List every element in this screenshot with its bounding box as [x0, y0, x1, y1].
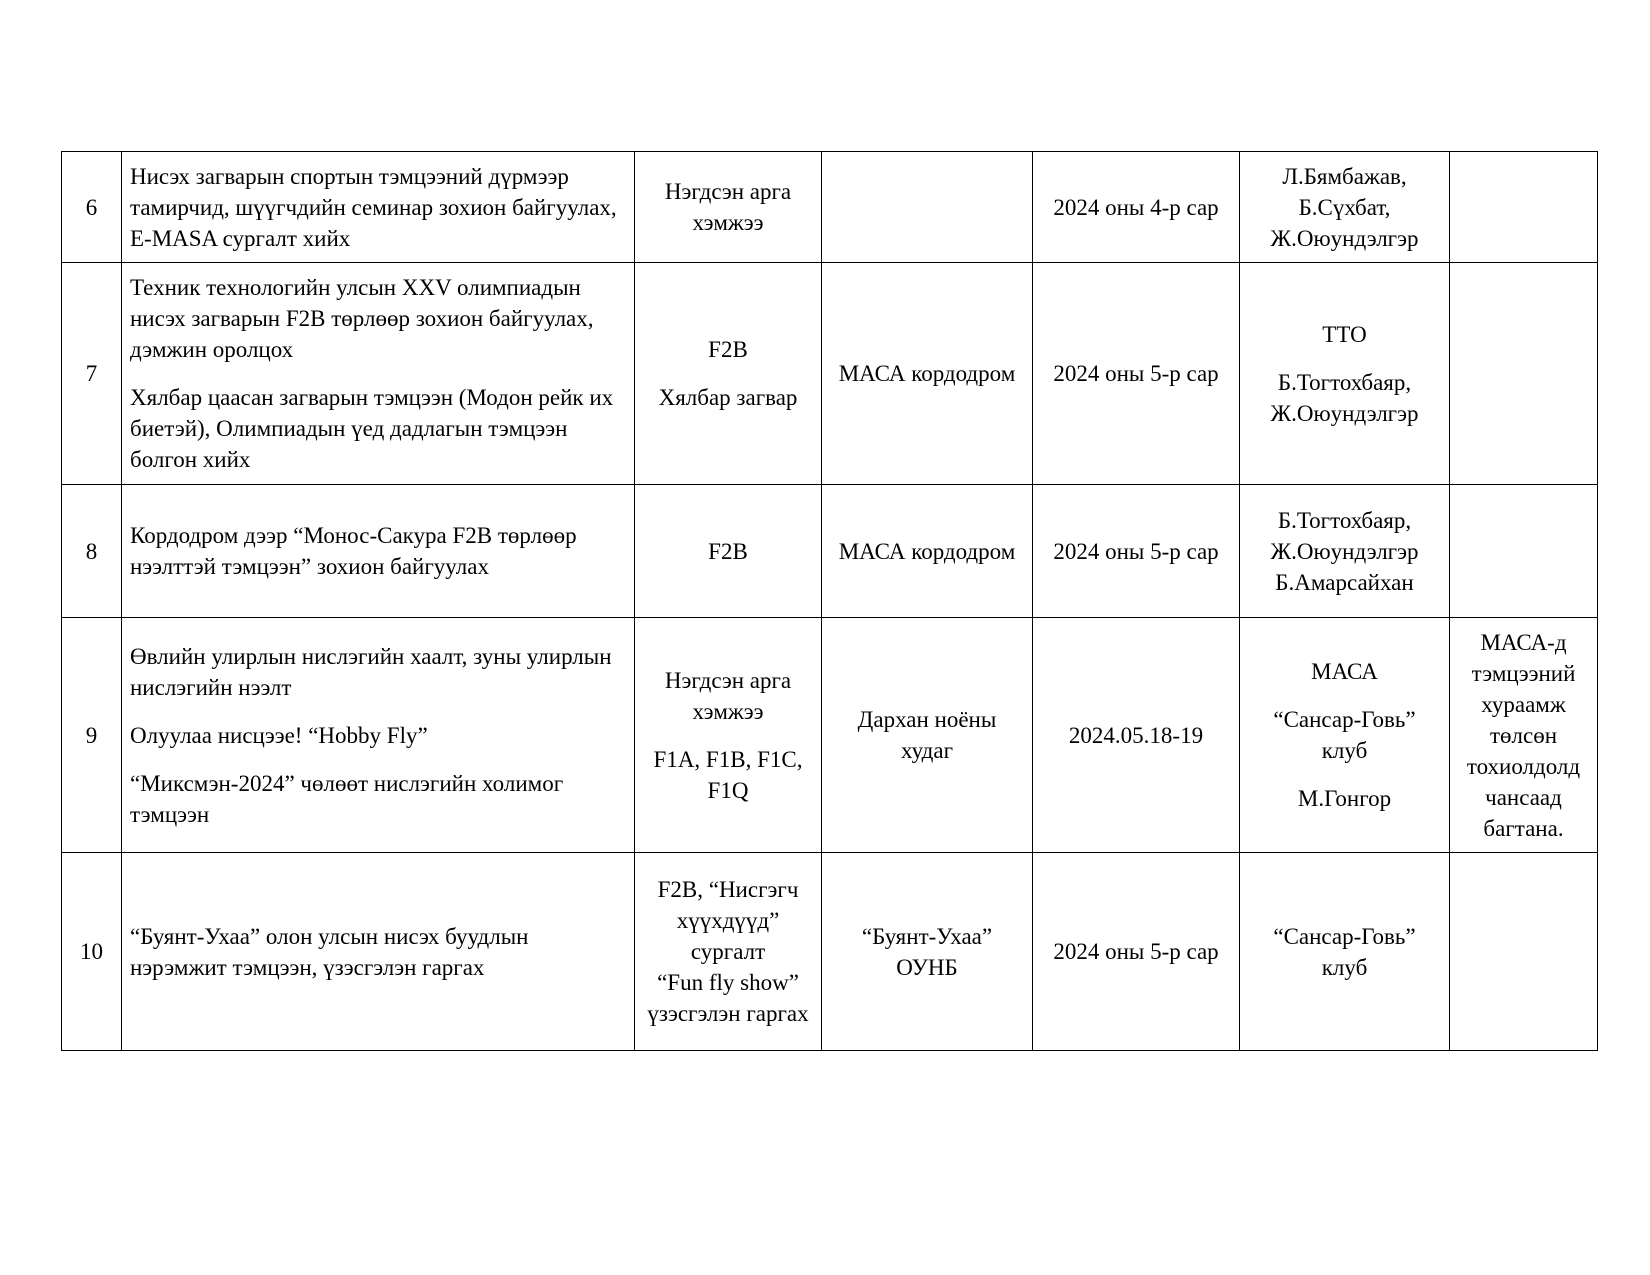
note-cell [1450, 263, 1598, 485]
table-row [62, 152, 1598, 263]
note-text: МАСА-д тэмцээний хураамж төлсөн тохиолдолд чансаад багтана. [1466, 629, 1581, 841]
event-type-text: F2B [708, 337, 748, 362]
organizer-text: “Сансар-Говь” клуб [1273, 707, 1416, 763]
description-text: “Буянт-Ухаа” олон улсын нисэх буудлын нэрэмжит тэмцээн, үзэсгэлэн гаргах [130, 923, 529, 980]
description-cell [122, 618, 635, 853]
event-type-cell [635, 618, 822, 853]
event-type-text: Нэгдсэн арга хэмжээ [664, 667, 792, 724]
organizer-cell [1240, 263, 1450, 485]
event-type-cell [635, 263, 822, 485]
description-text: Кордодром дээр “Монос-Сакура F2B төрлөөр нээлттэй тэмцээн” зохион байгуулах [130, 523, 577, 579]
event-type-text: “Fun fly show” үзэсгэлэн гаргах [647, 970, 809, 1026]
organizer-text: Л.Бямбажав, [1282, 163, 1407, 189]
organizer-text: МАСА [1311, 659, 1378, 684]
venue-text: МАСА кордодром [838, 538, 1016, 564]
event-type-text: F2B [708, 538, 748, 564]
description-cell [122, 485, 635, 618]
organizer-cell [1240, 618, 1450, 853]
schedule-table [61, 151, 1598, 1051]
organizer-text: Б.Амарсайхан [1275, 569, 1414, 595]
venue-cell [822, 485, 1033, 618]
event-type-text: F2B, “Нисгэгч хүүхдүүд” сургалт [657, 877, 799, 964]
description-text: Техник технологийн улсын XXV олимпиадын нисэх загварын F2B төрлөөр зохион байгуулах, дэмжин оролцох [130, 275, 594, 362]
venue-cell [822, 152, 1033, 263]
description-text: “Миксмэн-2024” чөлөөт нислэгийн холимог тэмцээн [130, 770, 564, 827]
description-cell [122, 152, 635, 263]
table-row [62, 853, 1598, 1051]
event-type-text: Нэгдсэн арга хэмжээ [664, 179, 792, 235]
note-cell [1450, 618, 1598, 853]
venue-text: Дархан ноёны худаг [857, 707, 997, 763]
event-type-cell [635, 152, 822, 263]
table-row [62, 485, 1598, 618]
note-cell [1450, 485, 1598, 618]
organizer-text: “Сансар-Говь” клуб [1273, 923, 1416, 980]
row-number-cell: 8 [62, 485, 122, 618]
row-number-cell: 7 [62, 263, 122, 485]
event-type-cell [635, 485, 822, 618]
table-row [62, 618, 1598, 853]
event-type-text: Хялбар загвар [658, 385, 798, 410]
description-text: Өвлийн улирлын нислэгийн хаалт, зуны улирлын нислэгийн нээлт [130, 643, 612, 700]
row-number-cell: 9 [62, 618, 122, 853]
description-cell [122, 263, 635, 485]
note-cell [1450, 152, 1598, 263]
date-cell: 2024 оны 5-р сар [1033, 485, 1240, 618]
organizer-text: М.Гонгор [1297, 786, 1392, 811]
organizer-text: ТТО [1322, 321, 1367, 347]
date-cell: 2024.05.18-19 [1033, 618, 1240, 853]
venue-cell [822, 618, 1033, 853]
venue-cell [822, 263, 1033, 485]
venue-text: “Буянт-Ухаа” ОУНБ [861, 923, 993, 980]
row-number-cell: 10 [62, 853, 122, 1051]
description-text: Хялбар цаасан загварын тэмцээн (Модон рейк их биетэй), Олимпиадын үед дадлагын тэмцээн болгон хийх [130, 385, 614, 472]
event-type-text: F1A, F1B, F1C, F1Q [653, 746, 803, 803]
description-cell [122, 853, 635, 1051]
note-cell [1450, 853, 1598, 1051]
organizer-cell [1240, 485, 1450, 618]
organizer-cell [1240, 152, 1450, 263]
description-text: Олуулаа нисцээе! “Hobby Fly” [130, 722, 428, 748]
organizer-text: Б.Тогтохбаяр, Ж.Оюундэлгэр [1270, 369, 1419, 426]
organizer-text: Б.Сүхбат, [1298, 194, 1391, 220]
description-text: Нисэх загварын спортын тэмцээний дүрмээр тамирчид, шүүгчдийн семинар зохион байгуулах, E-MASA сургалт хийх [130, 163, 617, 251]
venue-text: МАСА кордодром [838, 361, 1016, 386]
venue-cell [822, 853, 1033, 1051]
date-cell: 2024 оны 4-р сар [1033, 152, 1240, 263]
organizer-text: Ж.Оюундэлгэр [1270, 538, 1419, 564]
date-cell: 2024 оны 5-р сар [1033, 853, 1240, 1051]
organizer-text: Б.Тогтохбаяр, [1277, 507, 1412, 533]
row-number-cell: 6 [62, 152, 122, 263]
date-cell: 2024 оны 5-р сар [1033, 263, 1240, 485]
table-row [62, 263, 1598, 485]
organizer-cell [1240, 853, 1450, 1051]
organizer-text: Ж.Оюундэлгэр [1270, 225, 1419, 251]
event-type-cell [635, 853, 822, 1051]
